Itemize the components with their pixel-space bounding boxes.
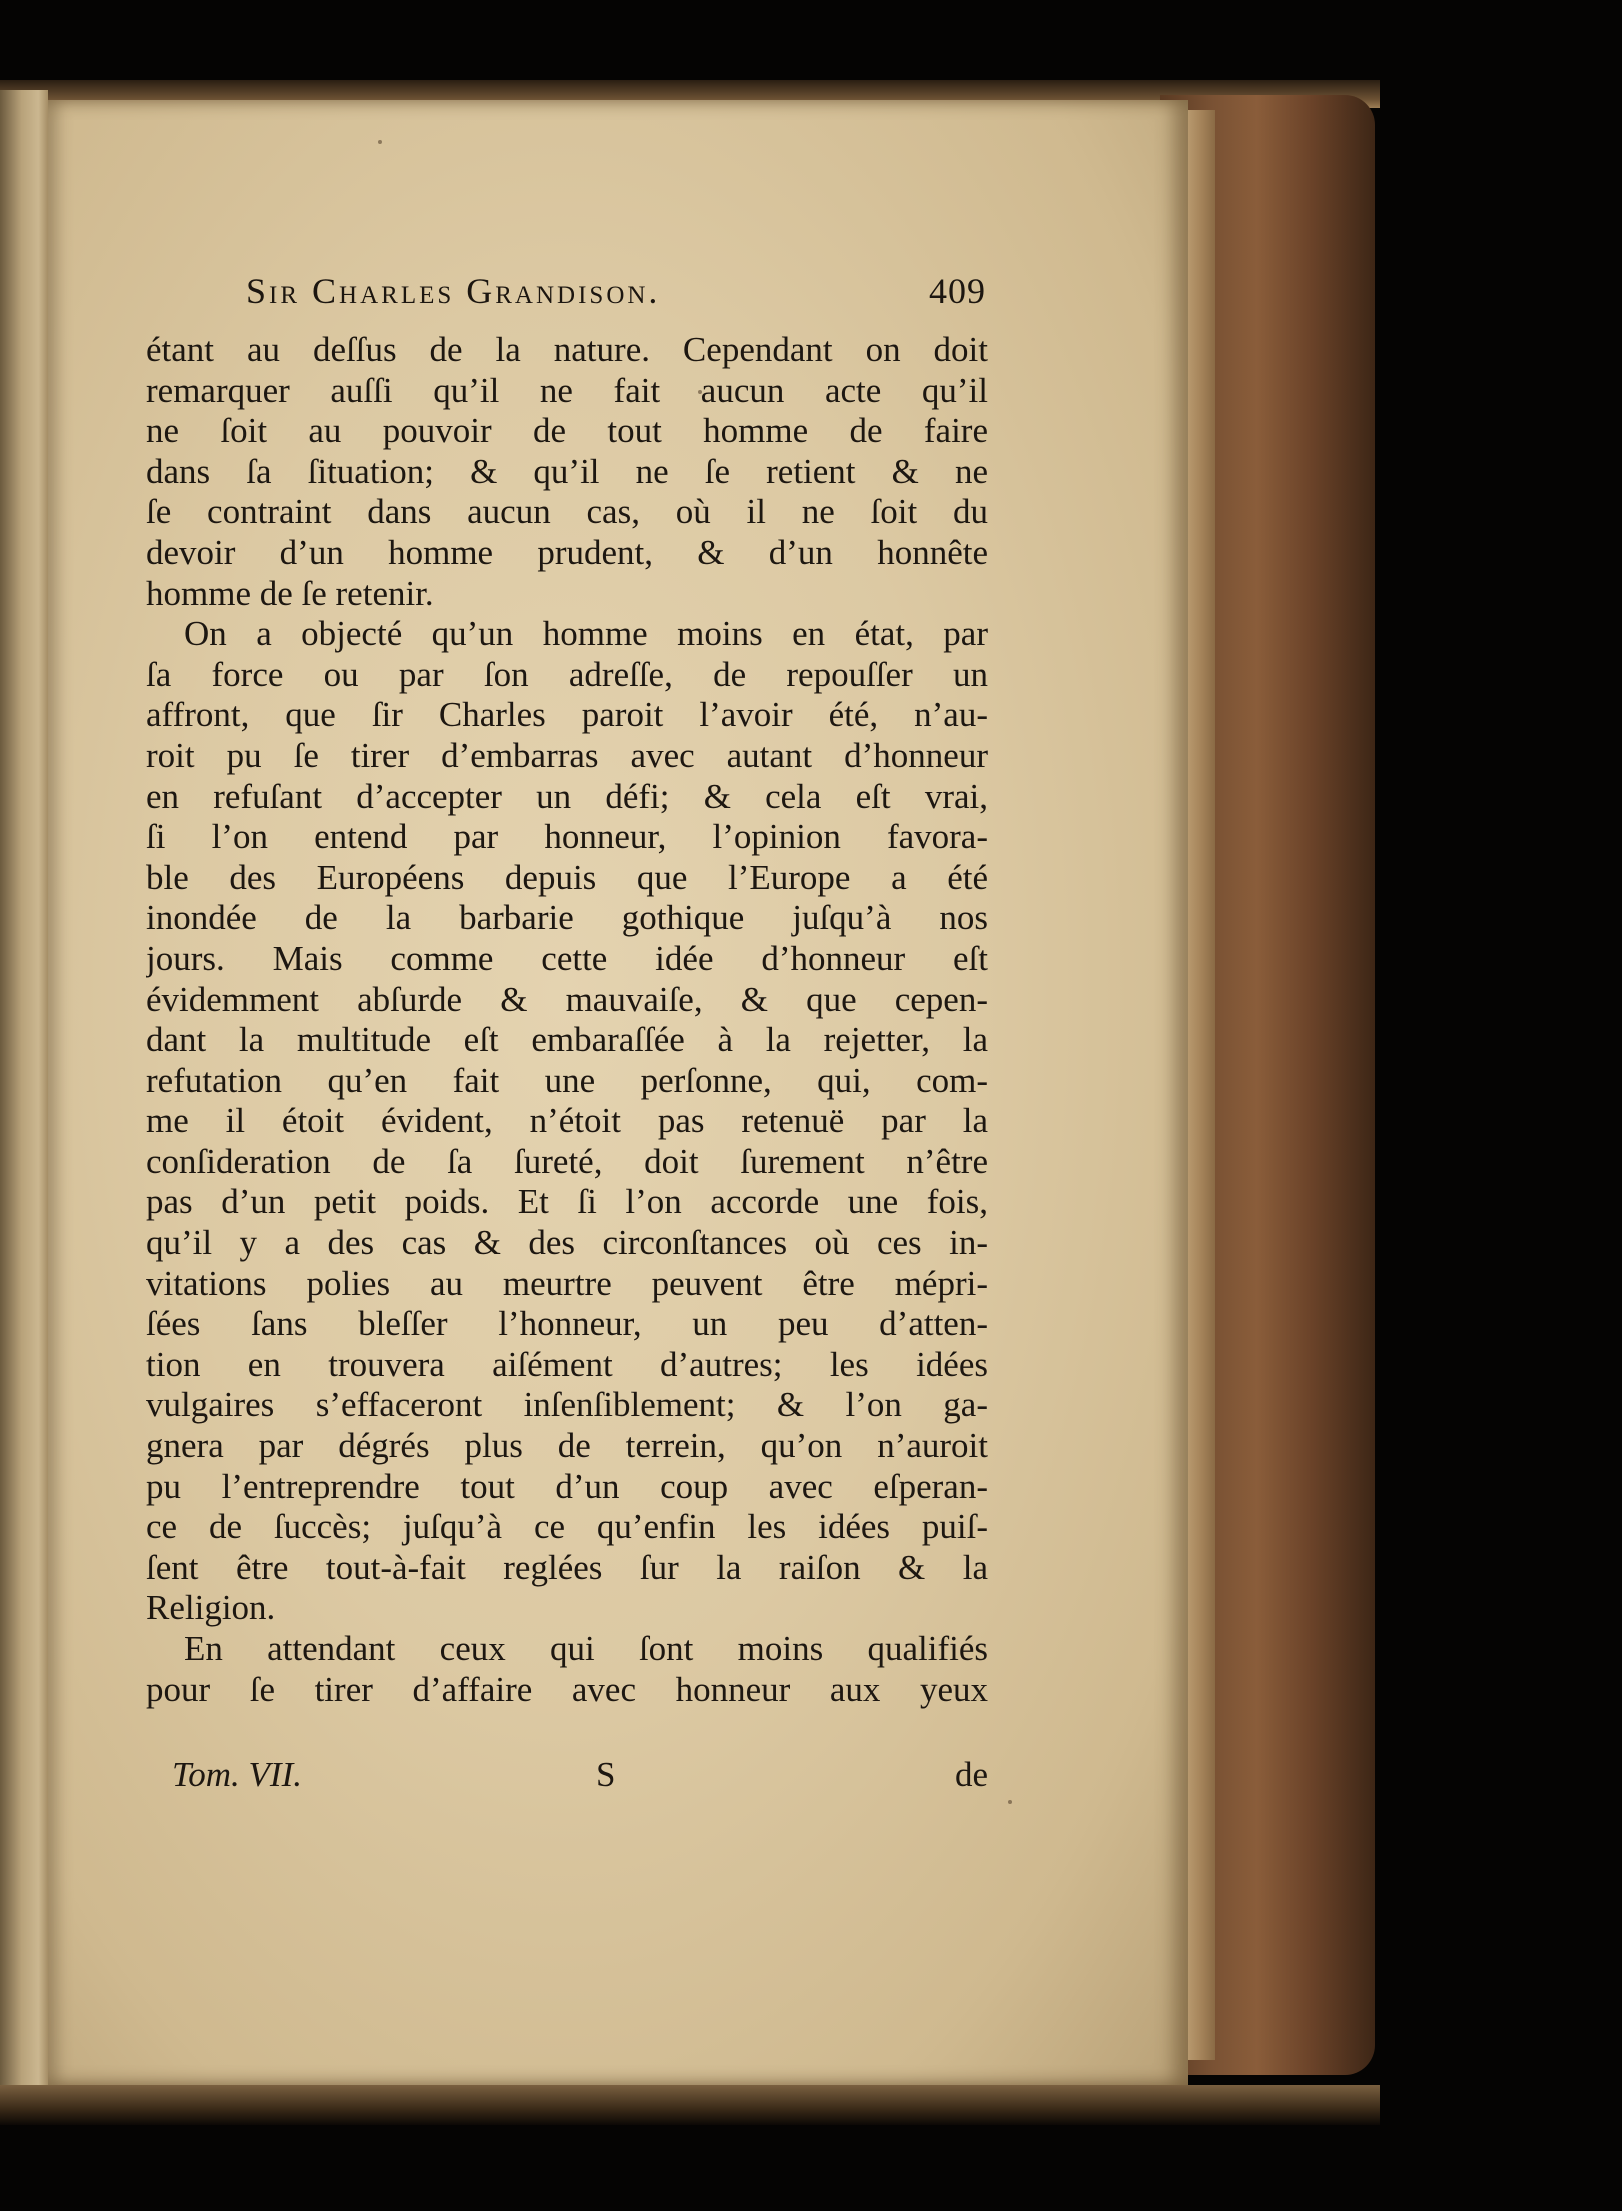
text-line: dant la multitude eſt embaraſſée à la rejetter, la	[146, 1020, 988, 1060]
text-line: roit pu ſe tirer d’embarras avec autant d’honneur	[146, 735, 988, 775]
text-line: affront, que ſir Charles paroit l’avoir été, n’au-	[146, 695, 988, 735]
body-text	[146, 330, 988, 1710]
text-line: ſe contraint dans aucun cas, où il ne ſoit du	[146, 492, 988, 532]
text-line: vitations polies au meurtre peuvent être mépri-	[146, 1263, 988, 1303]
text-line: Religion.	[146, 1588, 276, 1628]
text-line: devoir d’un homme prudent, & d’un honnête	[146, 532, 988, 572]
text-line: en refuſant d’accepter un défi; & cela eſt vrai,	[146, 776, 988, 816]
facing-page-edge	[0, 90, 48, 2100]
text-line: On a objecté qu’un homme moins en état, par	[184, 614, 988, 654]
page-footer	[146, 1755, 988, 1800]
text-line: conſideration de ſa ſureté, doit ſurement n’être	[146, 1141, 988, 1181]
text-line: pu l’entreprendre tout d’un coup avec eſperan-	[146, 1466, 988, 1506]
text-line: ſa force ou par ſon adreſſe, de repouſſer un	[146, 654, 988, 694]
text-line: tion en trouvera aiſément d’autres; les idées	[146, 1344, 988, 1384]
text-line: me il étoit évident, n’étoit pas retenuë par la	[146, 1101, 988, 1141]
text-line: En attendant ceux qui ſont moins qualifiés	[184, 1629, 988, 1668]
volume-signature: Tom. VII.	[172, 1755, 302, 1794]
text-line: étant au deſſus de la nature. Cependant on doit	[146, 330, 988, 369]
text-line: jours. Mais comme cette idée d’honneur eſt	[146, 938, 988, 978]
text-line: inondée de la barbarie gothique juſqu’à nos	[146, 898, 988, 938]
text-line: ne ſoit au pouvoir de tout homme de faire	[146, 411, 988, 451]
paper-speck	[378, 140, 382, 144]
text-line: remarquer auſſi qu’il ne fait aucun acte qu’il	[146, 370, 988, 410]
text-line: ſées ſans bleſſer l’honneur, un peu d’atten-	[146, 1304, 988, 1344]
text-line: dans ſa ſituation; & qu’il ne ſe retient & ne	[146, 451, 988, 491]
text-line: qu’il y a des cas & des circonſtances où ces in-	[146, 1223, 988, 1263]
text-line: ſent être tout-à-fait reglées ſur la raiſon & la	[146, 1547, 988, 1587]
text-line: ſi l’on entend par honneur, l’opinion favora-	[146, 817, 988, 857]
text-line: refutation qu’en fait une perſonne, qui, com-	[146, 1060, 988, 1100]
catchword: de	[954, 1755, 988, 1794]
text-line: vulgaires s’effaceront inſenſiblement; & l’on ga-	[146, 1385, 988, 1425]
text-line: pas d’un petit poids. Et ſi l’on accorde une fois,	[146, 1182, 988, 1222]
running-title: Sir Charles Grandison.	[246, 271, 661, 311]
book-bottom-edge	[0, 2085, 1380, 2125]
text-line: ce de ſuccès; juſqu’à ce qu’enfin les idées puiſ-	[146, 1507, 988, 1547]
text-line: homme de ſe retenir.	[146, 573, 434, 613]
paper-speck	[1008, 1800, 1012, 1804]
text-line: pour ſe tirer d’affaire avec honneur aux yeux	[146, 1669, 988, 1709]
text-line: gnera par dégrés plus de terrein, qu’on n’auroit	[146, 1426, 988, 1466]
text-line: ble des Européens depuis que l’Europe a été	[146, 857, 988, 897]
running-head	[246, 270, 986, 320]
gathering-mark: S	[596, 1755, 616, 1794]
text-line: évidemment abſurde & mauvaiſe, & que cepen-	[146, 979, 988, 1019]
page-number: 409	[929, 271, 986, 311]
